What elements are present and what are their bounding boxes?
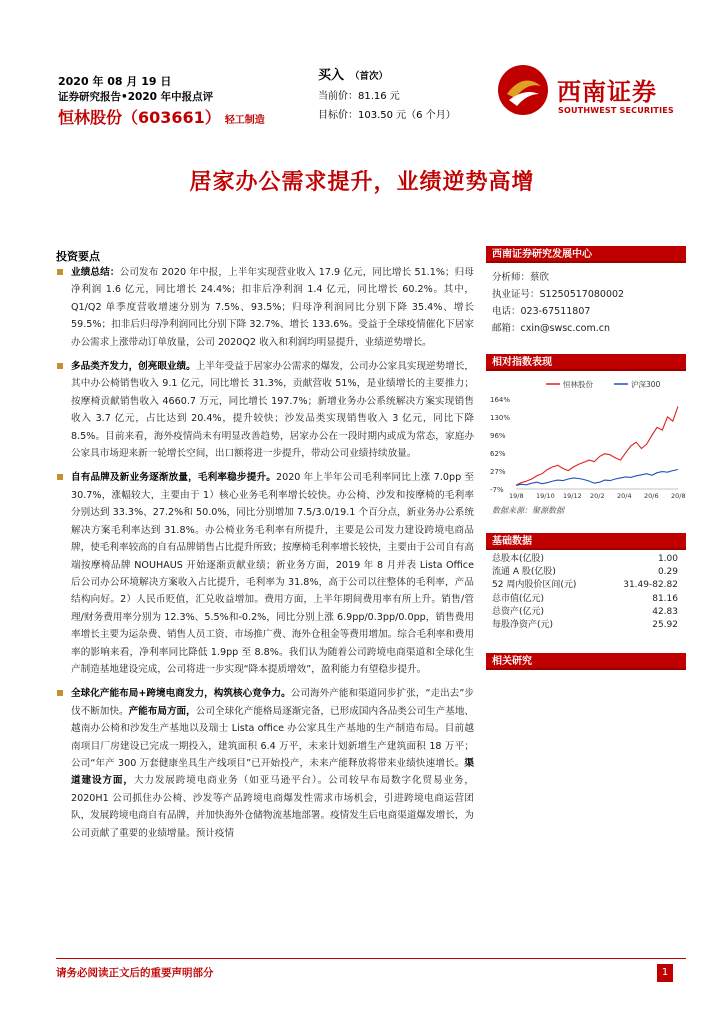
institute-title: 西南证券研究发展中心 xyxy=(486,246,686,263)
footer-disclaimer: 请务必阅读正文后的重要声明部分 xyxy=(56,967,214,979)
y-tick-label: 62% xyxy=(490,450,506,458)
row-value: 42.83 xyxy=(652,606,678,617)
legend-label: 恒林股份 xyxy=(563,380,593,389)
chart-panel xyxy=(486,354,686,516)
y-tick-label: 130% xyxy=(490,414,511,422)
rating-value: 买入 xyxy=(318,68,345,83)
analyst-license: 执业证号：S1250517080002 xyxy=(492,289,625,300)
basic-data-row xyxy=(486,606,686,619)
x-tick-label: 20/2 xyxy=(590,492,605,500)
paragraph-emphasis: 产能布局方面， xyxy=(128,705,196,717)
row-label: 总股本(亿股) xyxy=(492,554,545,564)
report-title: 居家办公需求提升，业绩逆势高增 xyxy=(189,170,535,195)
bullet-icon xyxy=(57,363,63,369)
row-value: 0.29 xyxy=(657,567,678,578)
series-line xyxy=(516,406,678,485)
section-heading: 投资要点 xyxy=(56,250,100,263)
footer-divider xyxy=(56,958,686,959)
row-value: 1.00 xyxy=(657,554,678,564)
summary-paragraph xyxy=(56,264,474,351)
paragraph-lead: 全球化产能布局+跨境电商发力，构筑核心竞争力。 xyxy=(71,688,291,700)
rating-note: （首次） xyxy=(350,71,389,82)
current-price: 当前价：81.16 元 xyxy=(318,91,400,102)
basic-data-panel xyxy=(486,533,686,632)
basic-data-row xyxy=(486,619,686,632)
paragraph-text: 公司海外产能和渠道同步扩张，“走出去”步伐不断加快。 xyxy=(71,688,474,717)
row-label: 总市值(亿元) xyxy=(492,593,545,604)
x-tick-label: 19/12 xyxy=(563,492,582,500)
paragraph-text: 2020 年上半年公司毛利率同比上涨 7.0pp 至 30.7%，涨幅较大，主要由于 1）核心业务毛利率增长较快。办公椅、沙发和按摩椅的毛利率分别达到 33.3%、27.2%和 50.0%，同比分别增加 7.5/3.0/19.1 个百分点，新业务办公系统解决方案毛利率达到 31.8%。办公椅业务毛利率有所提升，主要是公司发力建设跨境电商品牌，使毛利率较高的自有品牌销售占比提升所致；按摩椅毛利率增长较快，主要由于公司自有高端按摩椅品牌 NOUHAUS 开始逐渐贡献业绩；新业务方面，2019 年 8 月并表 Lista Office 后公司办公环境解决方案收入占比提升，毛利率为 31.8%，高于公司以往整体的毛利率，产品结构向好。2）人民币贬值，汇兑收益增加。费用方面，上半年期间费用率有所上升。销售/管理/财务费用率分别为 12.3%、5.5%和-0.2%，同比分别上涨 6.9pp/0.3pp/0.0pp，销售费用率增长主要为运杂费、销售人员工资、市场推广费、海外仓租金等费用增加。综合毛利率和费用率的影响来看，净利率同比降低 1.9pp 至 8.8%。我们认为随着公司跨境电商渠道和全球化生产制造基地建设完成，公司将进一步实现“降本提质增效”，盈利能力有望稳步提升。 xyxy=(71,472,474,675)
basic-data-title: 基础数据 xyxy=(486,533,686,550)
basic-data-row xyxy=(486,553,686,566)
chart-source: 数据来源：聚源数据 xyxy=(492,506,564,515)
x-tick-label: 20/4 xyxy=(617,492,632,500)
legend-label: 沪深300 xyxy=(631,380,661,389)
company-logo xyxy=(497,64,687,124)
series-line xyxy=(516,470,678,486)
report-date: 2020 年 08 月 19 日 xyxy=(58,75,172,88)
x-tick-label: 19/10 xyxy=(536,492,555,500)
bullet-icon xyxy=(57,269,63,275)
analyst-phone: 电话：023-67511807 xyxy=(492,306,591,317)
row-label: 52 周内股价区间(元) xyxy=(492,580,577,591)
row-value: 25.92 xyxy=(652,620,678,631)
x-tick-label: 19/8 xyxy=(509,492,524,500)
basic-data-row xyxy=(486,566,686,579)
stock-line xyxy=(58,107,298,132)
analyst-email[interactable]: 邮箱：cxin@swsc.com.cn xyxy=(492,323,610,334)
summary-paragraph xyxy=(56,358,474,462)
summary-body xyxy=(56,264,474,849)
logo-cn: 西南证券 xyxy=(557,77,657,106)
analyst-name: 分析师：蔡欣 xyxy=(492,272,550,283)
paragraph-text: 公司发布 2020 年中报，上半年实现营业收入 17.9 亿元，同比增长 51.1%；归母净利润 1.6 亿元，同比增长 24.4%；扣非后净利润 1.4 亿元，同比增长 60.2%。其中，Q1/Q2 单季度营收增速分别为 7.5%、93.5%；归母净利润同比分别下降 35.4%、增长 59.5%；扣非后归母净利润同比分别下降 32.7%、增长 133.6%。受益于全球疫情催化下居家办公需求上涨带动订单放量，公司 2020Q2 收入和利润均明显提升，业绩逆势增长。 xyxy=(71,267,474,348)
report-type: 证券研究报告•2020 年中报点评 xyxy=(58,91,214,103)
industry: 轻工制造 xyxy=(224,115,265,126)
summary-paragraph xyxy=(56,469,474,678)
paragraph-lead: 多品类齐发力，创亮眼业绩。 xyxy=(71,361,196,373)
paragraph-lead: 业绩总结： xyxy=(71,267,120,278)
paragraph-text: 上半年受益于居家办公需求的爆发，公司办公家具实现逆势增长，其中办公椅销售收入 9.1 亿元，同比增长 31.3%，贡献营收 51%，是业绩增长的主要推力；按摩椅贡献销售收入 4660.7 万元，同比增长 197.7%；新增业务办公系统解决方案实现销售收入 3.7 亿元，占比达到 20.4%，提升较快；沙发品类实现销售收入 3 亿元，同比下降 8.5%。目前来看，海外疫情尚未有明显改善趋势，居家办公在一段时期内或成为常态，家庭办公家具市场迎来新一轮增长空间，出口额将进一步提升，带动公司业绩持续放量。 xyxy=(71,361,475,460)
logo-emblem-icon xyxy=(497,64,549,116)
rating-block xyxy=(318,66,488,125)
basic-data-row xyxy=(486,579,686,592)
paragraph-text: 大力发展跨境电商业务（如亚马逊平台）。公司较早布局数字化贸易业务，2020H1 公司抓住办公椅、沙发等产品跨境电商爆发性需求市场机会，引进跨境电商运营团队，发展跨境电商自有品牌，并加快海外仓储物流基地部署。疫情发生后电商渠道爆发增长，为公司贡献了重要的业绩增量。预计疫情 xyxy=(71,775,474,839)
analyst-panel xyxy=(486,246,686,337)
y-tick-label: -7% xyxy=(490,486,504,494)
target-price: 目标价：103.50 元（6 个月） xyxy=(318,110,456,121)
rating xyxy=(318,66,488,87)
related-research-title: 相关研究 xyxy=(486,653,686,670)
paragraph-lead: 自有品牌及新业务逐渐放量，毛利率稳步提升。 xyxy=(71,472,276,484)
basic-data-row xyxy=(486,593,686,606)
relative-index-chart xyxy=(486,371,686,505)
paragraph-text: 公司全球化产能格局逐渐完备，已形成国内各品类公司生产基地、越南办公椅和沙发生产基地以及瑞士 Lista office 办公家具生产基地的生产制造布局。目前越南项目厂房建设已完成一期投入，建筑面积 6.4 万平，未来计划新增生产建筑面积 18 万平；公司“年产 300 万套健康坐具生产线项目”已开始投产，未来产能释放将带来业绩快速增长。 xyxy=(71,705,475,769)
logo-en: SOUTHWEST SECURITIES xyxy=(558,106,674,115)
paragraph-emphasis: 渠道建设方面， xyxy=(71,757,474,787)
y-tick-label: 27% xyxy=(490,468,506,476)
row-label: 每股净资产(元) xyxy=(492,620,554,631)
row-label: 总资产(亿元) xyxy=(492,606,545,617)
y-tick-label: 96% xyxy=(490,432,506,440)
x-tick-label: 20/8 xyxy=(671,492,686,500)
chart-title: 相对指数表现 xyxy=(486,354,686,371)
row-label: 流通 A 股(亿股) xyxy=(492,567,556,578)
chart-svg xyxy=(486,371,686,501)
page-number: 1 xyxy=(657,964,673,982)
bullet-icon xyxy=(57,474,63,480)
related-research-panel xyxy=(486,653,686,670)
x-tick-label: 20/6 xyxy=(644,492,659,500)
report-meta xyxy=(58,73,298,132)
row-value: 81.16 xyxy=(652,593,678,604)
bullet-icon xyxy=(57,690,63,696)
stock-name: 恒林股份（603661） xyxy=(58,108,221,127)
row-value: 31.49-82.82 xyxy=(623,580,678,591)
summary-paragraph xyxy=(56,685,474,842)
y-tick-label: 164% xyxy=(490,396,511,404)
